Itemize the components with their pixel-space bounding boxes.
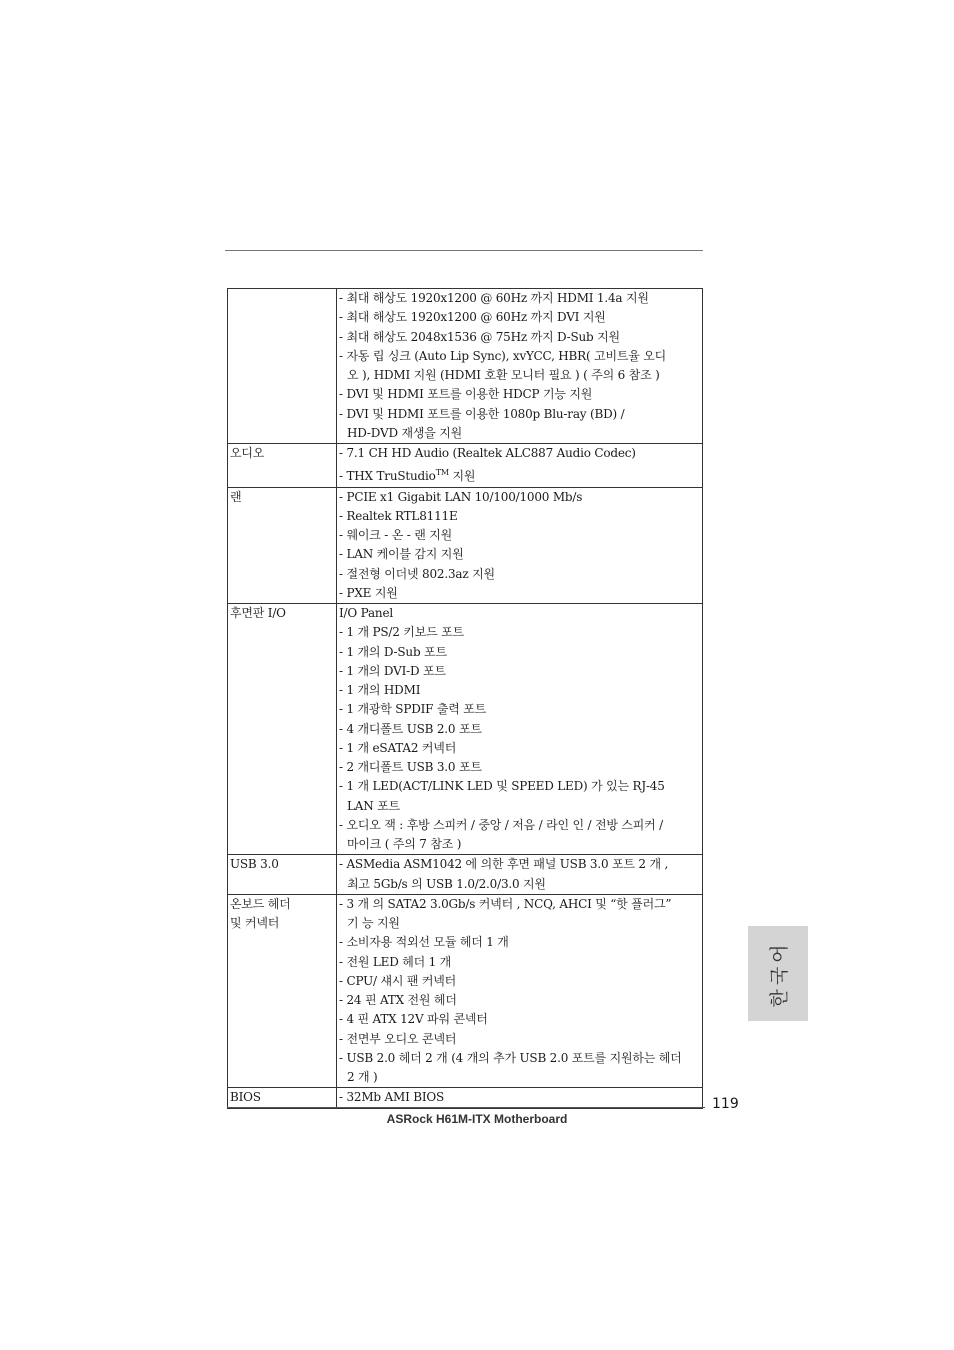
spec-line: HD-DVD 재생을 지원 [347, 425, 463, 440]
row-value-bios [337, 1088, 703, 1108]
spec-line: - 전원 LED 헤더 1 개 [339, 954, 452, 969]
spec-line: - 자동 립 싱크 (Auto Lip Sync), xvYCC, HBR( 고비트율 오디 [339, 348, 667, 363]
spec-line: - CPU/ 섀시 팬 커넥터 [339, 973, 457, 988]
spec-line [339, 463, 702, 486]
spec-line: - PXE 지원 [339, 585, 398, 600]
spec-line: - 24 핀 ATX 전원 헤더 [339, 993, 457, 1007]
trustudio-text: - THX TruStudio [339, 469, 436, 484]
row-label-audio: 오디오 [228, 444, 337, 488]
spec-line: - 32Mb AMI BIOS [339, 1090, 445, 1105]
row-label-line: 온보드 헤더 [230, 896, 291, 911]
spec-line: LAN 포트 [347, 798, 400, 813]
page-number: 119 [712, 1096, 739, 1112]
row-value-audio [337, 444, 703, 488]
table-row-lan [228, 487, 703, 604]
spec-line: - 2 개디폴트 USB 3.0 포트 [339, 760, 482, 774]
spec-line: - 4 핀 ATX 12V 파워 콘넥터 [339, 1012, 488, 1027]
spec-line: I/O Panel [339, 606, 393, 620]
row-value-lan [337, 487, 703, 604]
table-row-headers [228, 894, 703, 1088]
row-label-rear-io: 후면판 I/O [228, 604, 337, 855]
spec-line: - 오디오 잭 : 후방 스피커 / 중앙 / 저음 / 라인 인 / 전방 스피커 / [339, 817, 663, 832]
spec-line: - DVI 및 HDMI 포트를 이용한 HDCP 기능 지원 [339, 387, 593, 402]
spec-line: - 웨이크 - 온 - 랜 지원 [339, 528, 452, 542]
row-label-headers [228, 894, 337, 1088]
table-row-audio [228, 444, 703, 488]
spec-line: 오 ), HDMI 지원 (HDMI 호환 모니터 필요 ) ( 주의 6 참조 ) [347, 368, 660, 382]
spec-line: - 절전형 이더넷 802.3az 지원 [339, 566, 495, 581]
footer-title: ASRock H61M-ITX Motherboard [386, 1112, 568, 1126]
top-divider [225, 250, 703, 251]
spec-line: - 1 개 eSATA2 커넥터 [339, 740, 457, 755]
table-row-video [228, 289, 703, 444]
support-text: 지원 [448, 469, 476, 484]
spec-line: 최고 5Gb/s 의 USB 1.0/2.0/3.0 지원 [347, 876, 546, 891]
spec-line: - 1 개 PS/2 키보드 포트 [339, 625, 464, 640]
row-label-usb3: USB 3.0 [228, 855, 337, 895]
spec-line: 기 능 지원 [347, 916, 400, 930]
table-row-bios [228, 1088, 703, 1108]
table-row-rear-io [228, 604, 703, 855]
spec-line: - 최대 해상도 1920x1200 @ 60Hz 까지 DVI 지원 [339, 310, 606, 325]
spec-line: 2 개 ) [347, 1070, 378, 1084]
spec-line: - 전면부 오디오 콘넥터 [339, 1031, 457, 1046]
spec-line: - USB 2.0 헤더 2 개 (4 개의 추가 USB 2.0 포트를 지원하는 헤더 [339, 1050, 682, 1065]
row-label-bios: BIOS [228, 1088, 337, 1108]
spec-table [227, 288, 703, 1109]
spec-line: - LAN 케이블 감지 지원 [339, 547, 464, 562]
table-row-usb3 [228, 855, 703, 895]
spec-line: - DVI 및 HDMI 포트를 이용한 1080p Blu-ray (BD) / [339, 406, 625, 421]
spec-line: - 4 개디폴트 USB 2.0 포트 [339, 721, 482, 736]
bottom-divider [227, 1107, 705, 1108]
trademark-mark: TM [435, 468, 449, 478]
language-tab-label: 한국어 [768, 939, 791, 1008]
spec-line: - 3 개 의 SATA2 3.0Gb/s 커넥터 , NCQ, AHCI 및 “핫 플러그” [339, 896, 672, 911]
row-value-rear-io [337, 604, 703, 855]
spec-line: - 1 개광학 SPDIF 출력 포트 [339, 702, 487, 717]
language-tab [748, 926, 808, 1021]
spec-line: 마이크 ( 주의 7 참조 ) [347, 837, 462, 851]
row-label-video [228, 289, 337, 444]
spec-line: - 7.1 CH HD Audio (Realtek ALC887 Audio Codec) [339, 446, 636, 460]
row-value-video [337, 289, 703, 444]
spec-line: - 최대 해상도 2048x1536 @ 75Hz 까지 D-Sub 지원 [339, 329, 620, 344]
spec-line: - ASMedia ASM1042 에 의한 후면 패널 USB 3.0 포트 2 개 , [339, 857, 669, 872]
row-value-usb3 [337, 855, 703, 895]
spec-line: - Realtek RTL8111E [339, 508, 458, 523]
spec-line: - 1 개의 HDMI [339, 683, 421, 697]
spec-line: - 1 개의 DVI-D 포트 [339, 663, 446, 678]
row-label-lan: 랜 [228, 487, 337, 604]
row-label-line: 및 커넥터 [230, 916, 280, 930]
spec-line: - 최대 해상도 1920x1200 @ 60Hz 까지 HDMI 1.4a 지원 [339, 291, 649, 305]
spec-line: - 소비자용 적외선 모듈 헤더 1 개 [339, 935, 509, 950]
row-value-headers [337, 894, 703, 1088]
spec-line: - PCIE x1 Gigabit LAN 10/100/1000 Mb/s [339, 489, 583, 504]
spec-line: - 1 개의 D-Sub 포트 [339, 644, 447, 659]
spec-line: - 1 개 LED(ACT/LINK LED 및 SPEED LED) 가 있는 RJ-45 [339, 779, 665, 794]
